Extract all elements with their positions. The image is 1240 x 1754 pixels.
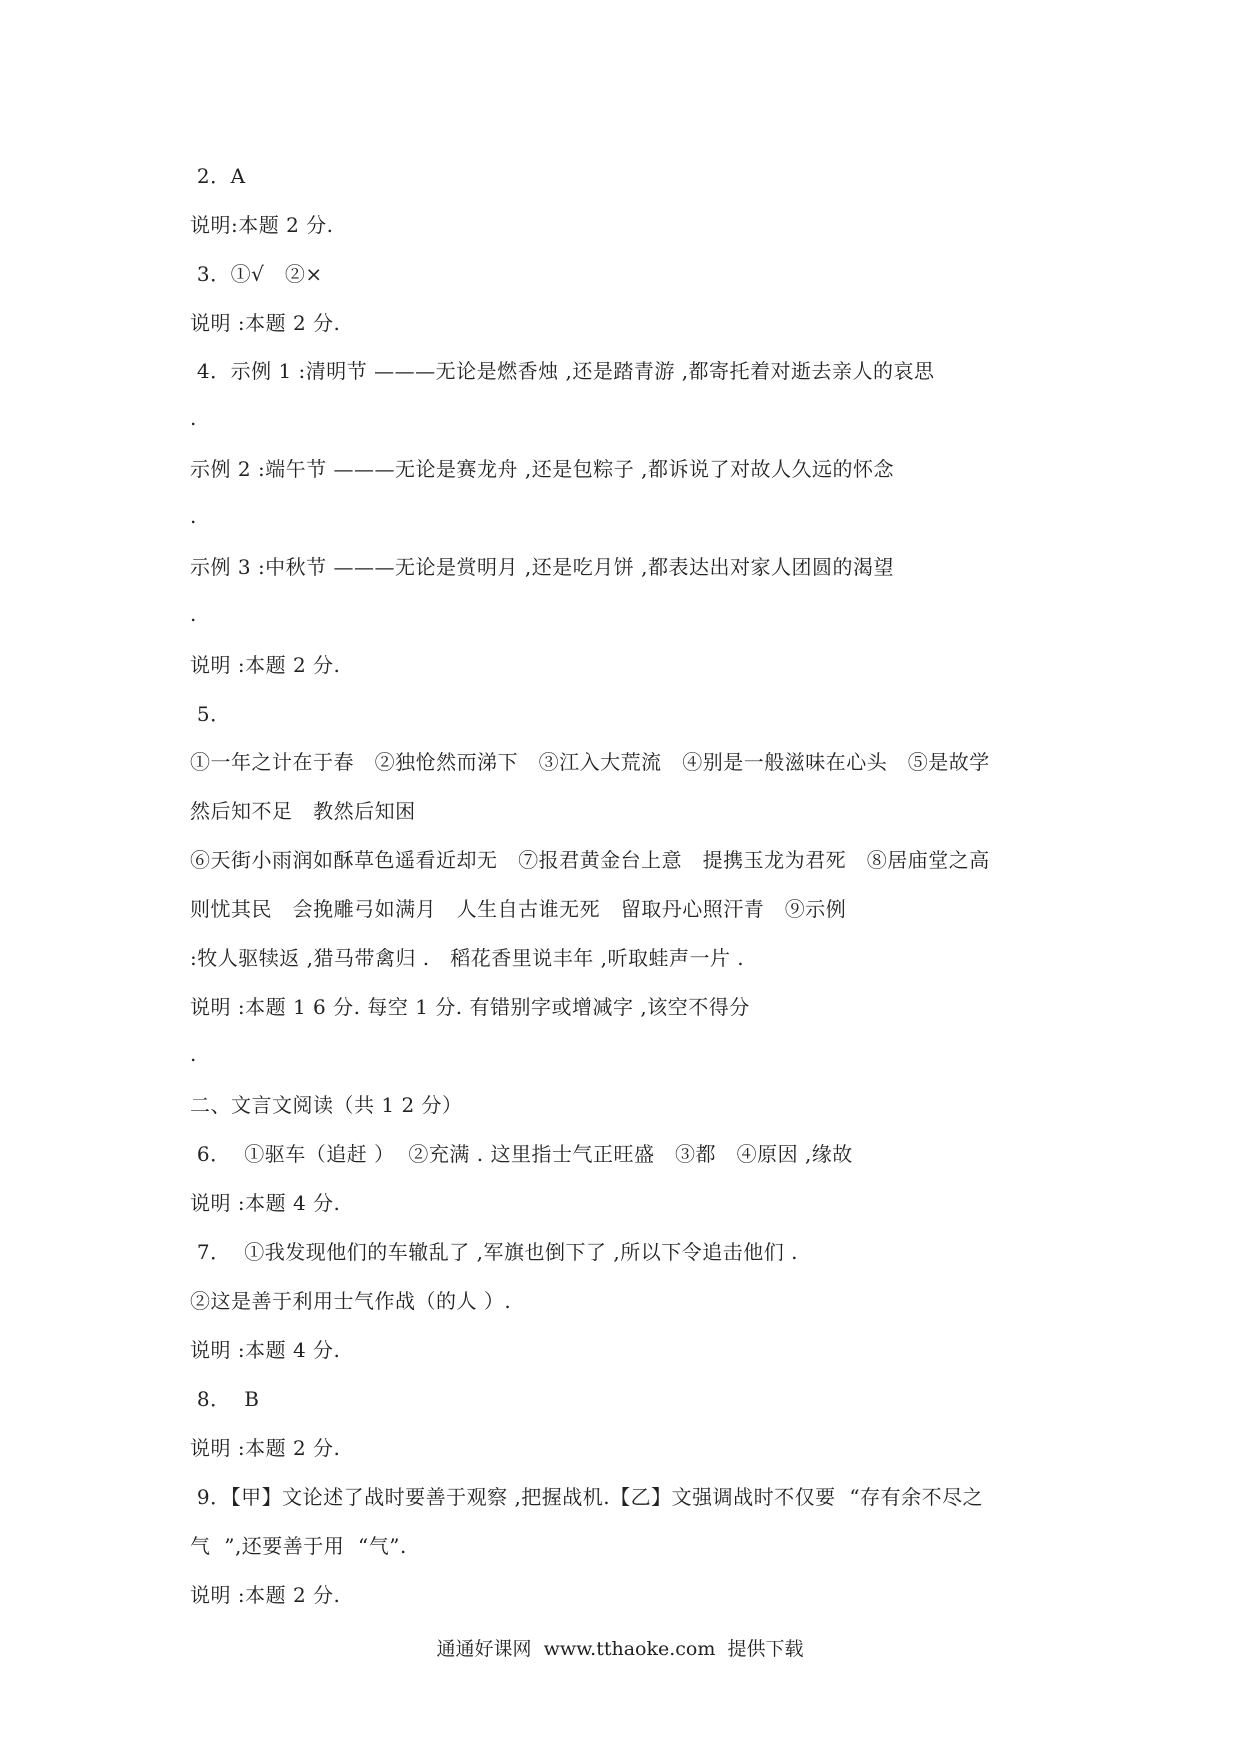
answer-9-line-1: 9．【甲】文论述了战时要善于观察 ,把握战机.【乙】文强调战时不仅要 “存有余不尽之 — [190, 1485, 984, 1509]
answer-7-part-2: ②这是善于利用士气作战（的人 ）. — [190, 1289, 512, 1313]
answer-4-example-2-end: . — [190, 504, 197, 528]
answer-4-example-3-end: . — [190, 602, 197, 626]
note-5: 说明 :本题 1 6 分. 每空 1 分. 有错别字或增减字 ,该空不得分 — [190, 995, 750, 1019]
answer-4-example-1: 4．示例 1 :清明节 ———无论是燃香烛 ,还是踏青游 ,都寄托着对逝去亲人的哀思 — [190, 359, 935, 383]
note-4: 说明 :本题 2 分. — [190, 653, 341, 677]
note-3: 说明 :本题 2 分. — [190, 311, 341, 335]
answer-8: 8． B — [190, 1387, 260, 1411]
note-7: 说明 :本题 4 分. — [190, 1338, 341, 1362]
answer-5-line-1: ①一年之计在于春 ②独怆然而涕下 ③江入大荒流 ④别是一般滋味在心头 ⑤是故学 — [190, 750, 990, 774]
note-2: 说明:本题 2 分. — [190, 213, 334, 237]
footer-credit: 通通好课网 www.tthaoke.com 提供下载 — [436, 1638, 804, 1660]
note-8: 说明 :本题 2 分. — [190, 1436, 341, 1460]
answer-7-part-1: 7． ①我发现他们的车辙乱了 ,军旗也倒下了 ,所以下令追击他们 . — [190, 1240, 798, 1264]
note-6: 说明 :本题 4 分. — [190, 1191, 341, 1215]
answer-5-line-3: ⑥天街小雨润如酥草色遥看近却无 ⑦报君黄金台上意 提携玉龙为君死 ⑧居庙堂之高 — [190, 848, 990, 872]
answer-4-example-2: 示例 2 :端午节 ———无论是赛龙舟 ,还是包粽子 ,都诉说了对故人久远的怀念 — [190, 457, 894, 481]
answer-5-line-4: 则忧其民 会挽雕弓如满月 人生自古谁无死 留取丹心照汗青 ⑨示例 — [190, 897, 847, 921]
section-2-heading: 二、文言文阅读（共 1 2 分） — [190, 1093, 463, 1117]
note-9: 说明 :本题 2 分. — [190, 1583, 341, 1607]
answer-5-line-5: :牧人驱犊返 ,猎马带禽归 . 稻花香里说丰年 ,听取蛙声一片 . — [190, 946, 745, 970]
answer-4-example-3: 示例 3 :中秋节 ———无论是赏明月 ,还是吃月饼 ,都表达出对家人团圆的渴望 — [190, 555, 894, 579]
answer-6: 6． ①驱车（追赶 ） ②充满 . 这里指士气正旺盛 ③都 ④原因 ,缘故 — [190, 1142, 853, 1166]
answer-3: 3．①√ ②× — [190, 262, 323, 286]
answer-9-line-2: 气 ”,还要善于用 “气”. — [190, 1534, 407, 1558]
answer-2: 2．A — [190, 164, 246, 188]
note-5-end: . — [190, 1042, 197, 1066]
answer-5-line-2: 然后知不足 教然后知困 — [190, 799, 416, 823]
answer-5-heading: 5． — [190, 702, 231, 726]
answer-4-example-1-end: . — [190, 406, 197, 430]
